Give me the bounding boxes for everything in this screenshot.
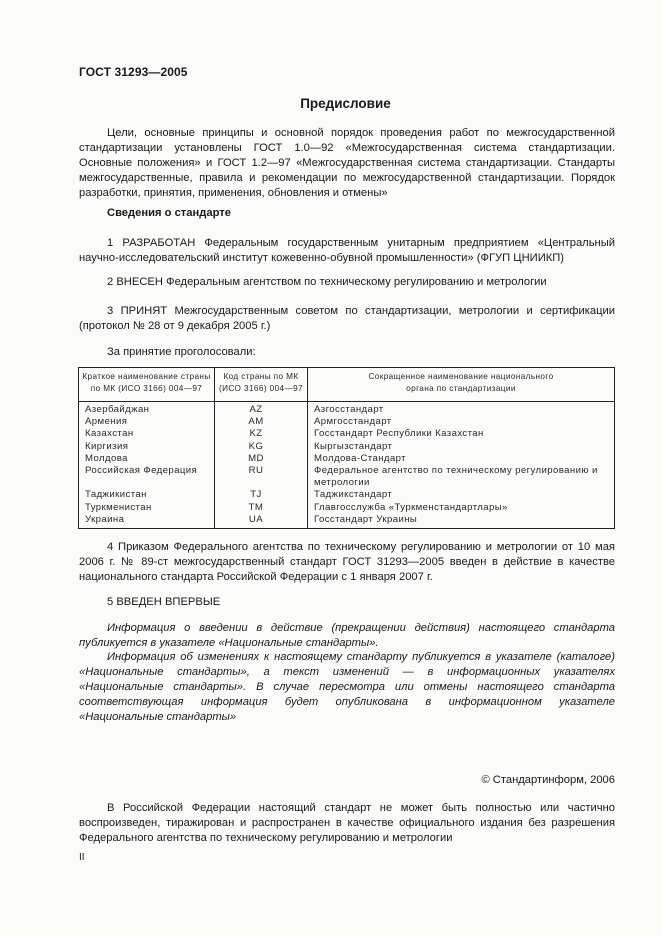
- item-submitted: [79, 275, 615, 290]
- cell-country: Украина: [79, 514, 215, 529]
- vote-intro: [79, 345, 615, 360]
- item-adopted-text: 3 ПРИНЯТ Межгосударственным советом по стандартизации, метрологии и сертификации (протокол № 28 от 9 декабря 2005 г.): [79, 305, 615, 332]
- info-publication-text: Информация о введении в действие (прекращении действия) настоящего стандарта публикуется в указателе «Национальные стандарты».: [79, 622, 615, 649]
- cell-body: Кыргызстандарт: [308, 441, 615, 453]
- intro-text: Цели, основные принципы и основной порядок проведения работ по межгосударственной стандартизации установлены ГОСТ 1.0—92 «Межгосударственная система стандартизации. Основные положения» и ГОСТ 1.2—97 «Межгосударственная система стандартизации. Стандарты межгосударственные, правила и рекомендации по межгосударственной стандартизации. Порядок разработки, принятия, применения, обновления и отмены»: [79, 127, 615, 199]
- item-enacted-text: 4 Приказом Федерального агентства по техническому регулированию и метрологии от 10 мая 2006 г. № 89-ст межгосударственный стандарт ГОСТ 31293—2005 введен в действие в качестве национального стандарта Российской Федерации с 1 января 2007 г.: [79, 541, 615, 583]
- table-row: [79, 416, 615, 428]
- cell-body: Армгосстандарт: [308, 416, 615, 428]
- copyright-notice: © Стандартинформ, 2006: [481, 774, 615, 786]
- info-changes: [79, 650, 615, 725]
- item-enacted: [79, 540, 615, 585]
- header-country: Краткое наименование страны по МК (ИСО 3166) 004—97: [79, 368, 215, 402]
- item-adopted: [79, 304, 615, 334]
- table-row: [79, 441, 615, 453]
- cell-country: Туркменистан: [79, 502, 215, 514]
- table-row: [79, 428, 615, 440]
- cell-country: Казахстан: [79, 428, 215, 440]
- cell-code: AZ: [215, 402, 308, 417]
- table-row: [79, 465, 615, 489]
- header-code: Код страны по МК (ИСО 3166) 004—97: [215, 368, 308, 402]
- cell-body: Федеральное агентство по техническому регулированию и метрологии: [308, 465, 615, 489]
- vote-intro-text: За принятие проголосовали:: [107, 346, 256, 358]
- document-code: ГОСТ 31293—2005: [79, 65, 188, 79]
- cell-country: Азербайджан: [79, 402, 215, 417]
- cell-body: Госстандарт Украины: [308, 514, 615, 529]
- cell-body: Молдова-Стандарт: [308, 453, 615, 465]
- cell-country: Российская Федерация: [79, 465, 215, 489]
- cell-body: Азгосстандарт: [308, 402, 615, 417]
- table-row: [79, 489, 615, 501]
- cell-country: Киргизия: [79, 441, 215, 453]
- page-number: II: [79, 852, 85, 863]
- cell-code: TJ: [215, 489, 308, 501]
- item-introduced: [79, 595, 615, 610]
- table-row: [79, 502, 615, 514]
- cell-code: TM: [215, 502, 308, 514]
- cell-code: RU: [215, 465, 308, 489]
- cell-code: KZ: [215, 428, 308, 440]
- cell-country: Молдова: [79, 453, 215, 465]
- intro-paragraph: [79, 126, 615, 201]
- table-row: [79, 453, 615, 465]
- cell-code: KG: [215, 441, 308, 453]
- voting-table: [78, 367, 615, 529]
- cell-country: Таджикистан: [79, 489, 215, 501]
- table-row: [79, 402, 615, 417]
- info-changes-text: Информация об изменениях к настоящему стандарту публикуется в указателе (каталоге) «Национальные стандарты», а текст изменений — в информационных указателях «Национальные стандарты». В случае пересмотра или отмены настоящего стандарта соответствующая информация будет опубликована в информационном указателе «Национальные стандарты»: [79, 651, 615, 723]
- info-publication: [79, 621, 615, 651]
- table-row: [79, 514, 615, 529]
- cell-code: AM: [215, 416, 308, 428]
- rights-notice-text: В Российской Федерации настоящий стандарт не может быть полностью или частично воспроизведен, тиражирован и распространен в качестве официального издания без разрешения Федерального агентства по техническому регулированию и метрологии: [79, 802, 615, 844]
- header-body: Сокращенное наименование национального органа по стандартизации: [308, 368, 615, 402]
- item-developed-text: 1 РАЗРАБОТАН Федеральным государственным унитарным предприятием «Центральный научно-исследовательский институт кожевенно-обувной промышленности» (ФГУП ЦНИИКП): [79, 237, 615, 264]
- item-introduced-text: 5 ВВЕДЕН ВПЕРВЫЕ: [107, 596, 221, 608]
- cell-body: Главгосслужба «Туркменстандартлары»: [308, 502, 615, 514]
- cell-body: Таджикстандарт: [308, 489, 615, 501]
- rights-notice: [79, 801, 615, 846]
- table-header-row: [79, 368, 615, 402]
- item-submitted-text: 2 ВНЕСЕН Федеральным агентством по техническому регулированию и метрологии: [107, 276, 547, 288]
- cell-body: Госстандарт Республики Казахстан: [308, 428, 615, 440]
- page-title: Предисловие: [300, 96, 391, 111]
- cell-code: UA: [215, 514, 308, 529]
- section-heading: Сведения о стандарте: [107, 207, 231, 219]
- cell-country: Армения: [79, 416, 215, 428]
- item-developed: [79, 236, 615, 266]
- cell-code: MD: [215, 453, 308, 465]
